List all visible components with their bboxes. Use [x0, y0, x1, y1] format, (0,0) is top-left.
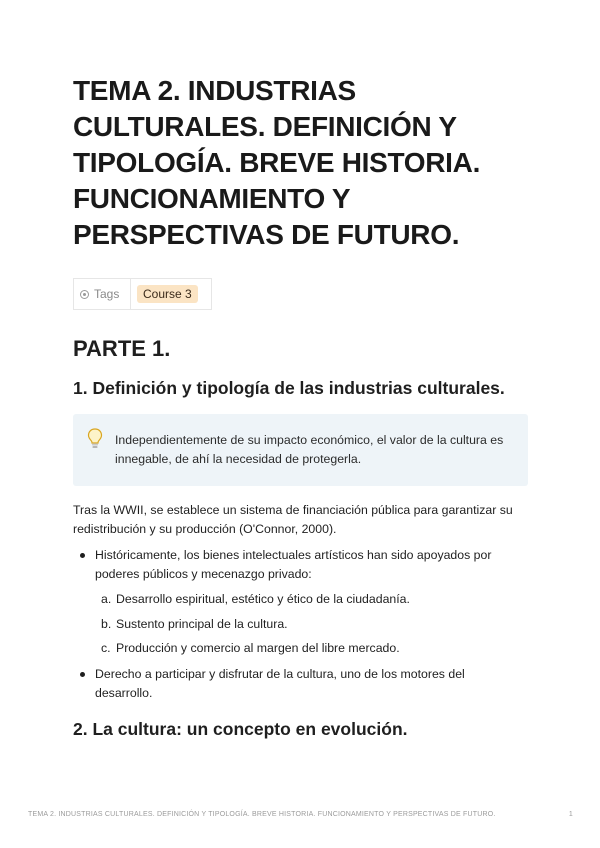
bullet-marker	[80, 553, 85, 558]
page-footer	[28, 811, 573, 818]
page-number: 1	[568, 811, 573, 818]
sub-list-marker: b.	[101, 617, 112, 631]
footer-text: TEMA 2. INDUSTRIAS CULTURALES. DEFINICIÓN Y TIPOLOGÍA. BREVE HISTORIA. FUNCIONAMIENTO Y PERSPECTIVAS DE FUTURO.	[28, 811, 496, 818]
sub-list-item: Producción y comercio al margen del libre mercado.	[116, 641, 400, 655]
part-heading: PARTE 1.	[73, 336, 171, 361]
sub-list-item: Sustento principal de la cultura.	[116, 617, 288, 631]
body-paragraph: Tras la WWII, se establece un sistema de financiación pública para garantizar su redistribución y su producción (O'Connor, 2000).	[73, 503, 513, 536]
tags-property-label[interactable]	[74, 279, 131, 309]
sub-list-item: Desarrollo espiritual, estético y ético de la ciudadanía.	[116, 592, 410, 606]
callout-text: Independientemente de su impacto económico, el valor de la cultura es innegable, de ahí la necesidad de protegerla.	[115, 433, 504, 466]
page-title: TEMA 2. INDUSTRIAS CULTURALES. DEFINICIÓN Y TIPOLOGÍA. BREVE HISTORIA. FUNCIONAMIENTO Y PERSPECTIVAS DE FUTURO.	[73, 75, 481, 250]
tag-icon	[80, 290, 89, 299]
tags-property-value[interactable]	[131, 285, 198, 303]
section-heading-2: 2. La cultura: un concepto en evolución.	[73, 719, 408, 739]
lightbulb-icon	[87, 428, 103, 455]
sub-list-marker: c.	[101, 641, 111, 655]
list-item: Derecho a participar y disfrutar de la cultura, uno de los motores del desarrollo.	[95, 667, 465, 700]
tag-badge[interactable]: Course 3	[137, 285, 198, 303]
bullet-marker	[80, 672, 85, 677]
tags-label: Tags	[94, 287, 120, 301]
section-heading-1: 1. Definición y tipología de las industrias culturales.	[73, 378, 505, 398]
sub-list-marker: a.	[101, 592, 112, 606]
properties-row	[73, 278, 212, 310]
list-item: Históricamente, los bienes intelectuales artísticos han sido apoyados por poderes públicos y mecenazgo privado:	[95, 548, 492, 581]
callout-box	[73, 414, 528, 486]
